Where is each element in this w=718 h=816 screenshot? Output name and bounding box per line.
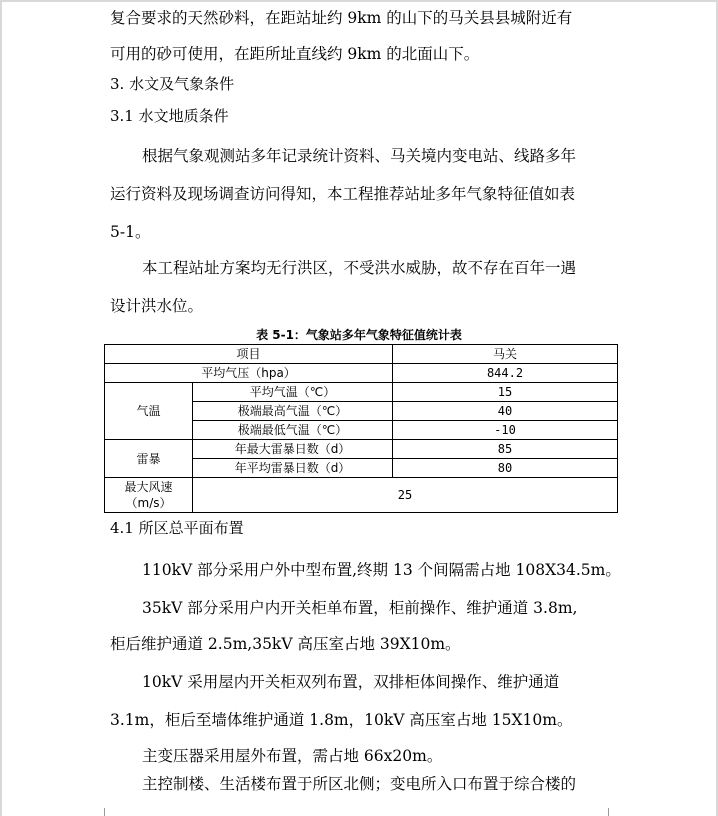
wind-label-line-2: （m/s） bbox=[125, 496, 172, 510]
header-place-cell: 马关 bbox=[393, 345, 618, 364]
pressure-label-cell: 平均气压（hpa） bbox=[105, 364, 393, 383]
storm-group-cell: 雷暴 bbox=[105, 440, 193, 478]
page-border-top bbox=[0, 0, 718, 2]
paragraph-line: 35kV 部分采用户内开关柜单布置，柜前操作、维护通道 3.8m, bbox=[142, 599, 578, 617]
paragraph-line: 3.1m，柜后至墙体维护通道 1.8m，10kV 高压室占地 15X10m。 bbox=[110, 711, 573, 729]
climate-table bbox=[104, 344, 618, 513]
table-row bbox=[105, 478, 618, 513]
paragraph-line: 可用的砂可使用，在距所址直线约 9km 的北面山下。 bbox=[110, 45, 480, 63]
wind-label-cell bbox=[105, 478, 193, 513]
paragraph-line: 设计洪水位。 bbox=[110, 297, 204, 315]
paragraph-line: 根据气象观测站多年记录统计资料、马关境内变电站、线路多年 bbox=[142, 147, 577, 165]
margin-corner-mark-left bbox=[90, 808, 105, 816]
table-caption: 表 5-1：气象站多年气象特征值统计表 bbox=[256, 328, 462, 342]
paragraph-line: 运行资料及现场调查访问得知，本工程推荐站址多年气象特征值如表 bbox=[110, 185, 576, 203]
paragraph-line: 5-1。 bbox=[110, 223, 151, 241]
paragraph-line: 110kV 部分采用户外中型布置,终期 13 个间隔需占地 108X34.5m。 bbox=[142, 561, 621, 579]
paragraph-line: 本工程站址方案均无行洪区，不受洪水威胁，故不存在百年一遇 bbox=[142, 259, 577, 277]
storm-max-label-cell: 年最大雷暴日数（d） bbox=[193, 440, 393, 459]
storm-avg-label-cell: 年平均雷暴日数（d） bbox=[193, 459, 393, 478]
temp-min-label-cell: 极端最低气温（℃） bbox=[193, 421, 393, 440]
paragraph-line: 柜后维护通道 2.5m,35kV 高压室占地 39X10m。 bbox=[110, 635, 461, 653]
wind-label-line-1: 最大风速 bbox=[124, 480, 173, 494]
temp-min-value-cell: -10 bbox=[393, 421, 618, 440]
margin-corner-mark-right bbox=[608, 808, 623, 816]
temp-avg-label-cell: 平均气温（℃） bbox=[193, 383, 393, 402]
storm-max-value-cell: 85 bbox=[393, 440, 618, 459]
temp-max-value-cell: 40 bbox=[393, 402, 618, 421]
wind-value-cell: 25 bbox=[193, 478, 618, 513]
temp-max-label-cell: 极端最高气温（℃） bbox=[193, 402, 393, 421]
page-border-left bbox=[0, 0, 2, 816]
table-row bbox=[105, 364, 618, 383]
table-row bbox=[105, 345, 618, 364]
temp-avg-value-cell: 15 bbox=[393, 383, 618, 402]
paragraph-line: 主控制楼、生活楼布置于所区北侧；变电所入口布置于综合楼的 bbox=[142, 775, 577, 793]
header-item-cell: 项目 bbox=[105, 345, 393, 364]
table-row bbox=[105, 383, 618, 402]
section-heading-3-1: 3.1 水文地质条件 bbox=[110, 107, 229, 125]
paragraph-line: 复合要求的天然砂料，在距站址约 9km 的山下的马关县县城附近有 bbox=[110, 9, 573, 27]
storm-avg-value-cell: 80 bbox=[393, 459, 618, 478]
section-heading-3: 3. 水文及气象条件 bbox=[110, 75, 235, 93]
pressure-value-cell: 844.2 bbox=[393, 364, 618, 383]
paragraph-line: 10kV 采用屋内开关柜双列布置，双排柜体间操作、维护通道 bbox=[142, 673, 560, 691]
paragraph-line: 主变压器采用屋外布置，需占地 66x20m。 bbox=[142, 747, 443, 765]
table-row bbox=[105, 440, 618, 459]
temp-group-cell: 气温 bbox=[105, 383, 193, 440]
section-heading-4-1: 4.1 所区总平面布置 bbox=[110, 519, 244, 537]
